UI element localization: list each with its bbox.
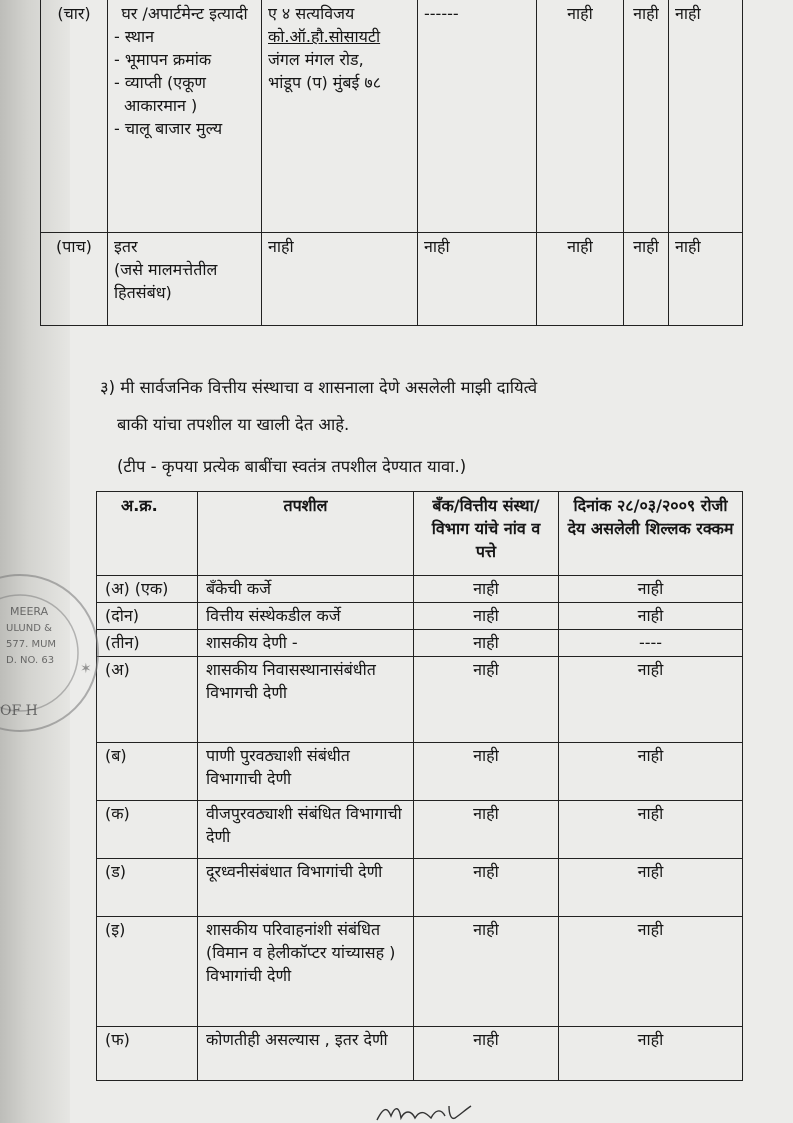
row-detail: पाणी पुरवठ्याशी संबंधीत विभागाची देणी <box>198 743 414 801</box>
row-amount: नाही <box>559 657 743 743</box>
table-cell: नाही <box>262 232 418 325</box>
row-serial: (दोन) <box>97 603 198 630</box>
sub-item-area: आकारमान ) <box>124 96 198 115</box>
table-row <box>41 0 743 232</box>
header-row <box>97 492 743 576</box>
header-bank: बँक/वित्तीय संस्था/ विभाग यांचे नांव व पत्ते <box>414 492 559 576</box>
row-serial: (फ) <box>97 1027 198 1081</box>
table-cell: नाही <box>624 232 669 325</box>
row-amount: नाही <box>559 917 743 1027</box>
row-heading: घर /अपार्टमेन्ट इत्यादी <box>121 4 248 23</box>
row-detail: वित्तीय संस्थेकडील कर्जे <box>198 603 414 630</box>
sub-item: (जसे मालमत्तेतील <box>114 259 218 279</box>
row-serial: (अ) <box>97 657 198 743</box>
table-row <box>97 917 743 1027</box>
row-serial: (इ) <box>97 917 198 1027</box>
property-description <box>108 232 262 325</box>
address-line: ए ४ सत्यविजय <box>268 4 355 23</box>
table-row <box>97 657 743 743</box>
table-cell: नाही <box>669 232 743 325</box>
table-cell: नाही <box>669 0 743 232</box>
sub-item: हितसंबंध) <box>114 282 172 302</box>
table-row <box>97 630 743 657</box>
property-description <box>108 0 262 232</box>
row-bank: नाही <box>414 603 559 630</box>
section3-note: (टीप - कृपया प्रत्येक बाबींचा स्वतंत्र तपशील देण्यात यावा.) <box>117 457 467 476</box>
signature-text: Manok <box>375 1120 379 1121</box>
stamp-text: ULUND & <box>6 623 52 634</box>
table-cell: नाही <box>624 0 669 232</box>
row-bank: नाही <box>414 743 559 801</box>
sub-item-location: - स्थान <box>114 27 155 46</box>
row-amount: ---- <box>559 630 743 657</box>
row-amount: नाही <box>559 859 743 917</box>
row-amount: नाही <box>559 743 743 801</box>
row-detail: कोणतीही असल्यास , इतर देणी <box>198 1027 414 1081</box>
row-amount: नाही <box>559 801 743 859</box>
notary-stamp <box>0 565 120 740</box>
row-bank: नाही <box>414 576 559 603</box>
table-row <box>97 1027 743 1081</box>
row-bank: नाही <box>414 657 559 743</box>
liabilities-table <box>96 491 743 1081</box>
table-row <box>97 743 743 801</box>
section3-line2: बाकी यांचा तपशील या खाली देत आहे. <box>117 415 350 434</box>
address-line: जंगल मंगल रोड, <box>268 50 364 69</box>
row-bank: नाही <box>414 630 559 657</box>
section3-line1: ३) मी सार्वजनिक वित्तीय संस्थाचा व शासनाला देणे असलेली माझी दायित्वे <box>100 378 538 397</box>
row-heading: इतर <box>114 236 138 256</box>
property-table <box>40 0 743 326</box>
row-detail: शासकीय निवासस्थानासंबंधीत विभागची देणी <box>198 657 414 743</box>
stamp-text: MEERA <box>10 605 49 618</box>
address-line: को.ऑ.हौ.सोसायटी <box>268 27 381 46</box>
table-cell: ------ <box>418 0 537 232</box>
table-row <box>97 603 743 630</box>
address-line: भांडूप (प) मुंबई ७८ <box>268 73 382 92</box>
row-detail: शासकीय परिवाहनांशी संबंधित (विमान व हेलीकॉप्टर यांच्यासह ) विभागांची देणी <box>198 917 414 1027</box>
table-cell: नाही <box>537 0 624 232</box>
table-row <box>97 576 743 603</box>
table-cell: नाही <box>418 232 537 325</box>
row-serial: (तीन) <box>97 630 198 657</box>
sub-item-survey-number: - भूमापन क्रमांक <box>114 50 212 69</box>
row-amount: नाही <box>559 1027 743 1081</box>
table-row <box>97 859 743 917</box>
row-serial: (क) <box>97 801 198 859</box>
header-amount: दिनांक २८/०३/२००९ रोजी देय असलेली शिल्लक रक्कम <box>559 492 743 576</box>
table-row <box>41 232 743 325</box>
header-detail: तपशील <box>198 492 414 576</box>
header-serial: अ.क्र. <box>97 492 198 576</box>
row-bank: नाही <box>414 801 559 859</box>
row-detail: दूरध्वनीसंबंधात विभागांची देणी <box>198 859 414 917</box>
stamp-text: D. NO. 63 <box>6 655 55 666</box>
row-bank: नाही <box>414 917 559 1027</box>
row-serial: (पाच) <box>41 232 108 325</box>
row-serial: (ड) <box>97 859 198 917</box>
stamp-star-icon: ✶ <box>80 661 92 677</box>
row-serial: (चार) <box>41 0 108 232</box>
stamp-text: 577. MUM <box>6 639 57 650</box>
row-detail: शासकीय देणी - <box>198 630 414 657</box>
property-address <box>262 0 418 232</box>
table-cell: नाही <box>537 232 624 325</box>
row-bank: नाही <box>414 1027 559 1081</box>
row-serial: (अ) (एक) <box>97 576 198 603</box>
row-bank: नाही <box>414 859 559 917</box>
row-amount: नाही <box>559 603 743 630</box>
table-row <box>97 801 743 859</box>
sub-item-extent: - व्याप्ती (एकूण <box>114 73 206 92</box>
row-detail: वीजपुरवठ्याशी संबंधित विभागाची देणी <box>198 801 414 859</box>
sub-item-market-value: - चालू बाजार मुल्य <box>114 119 223 138</box>
row-amount: नाही <box>559 576 743 603</box>
stamp-text: OF H <box>0 703 38 719</box>
row-serial: (ब) <box>97 743 198 801</box>
handwritten-signature <box>375 1100 495 1123</box>
row-detail: बँकेची कर्जे <box>198 576 414 603</box>
